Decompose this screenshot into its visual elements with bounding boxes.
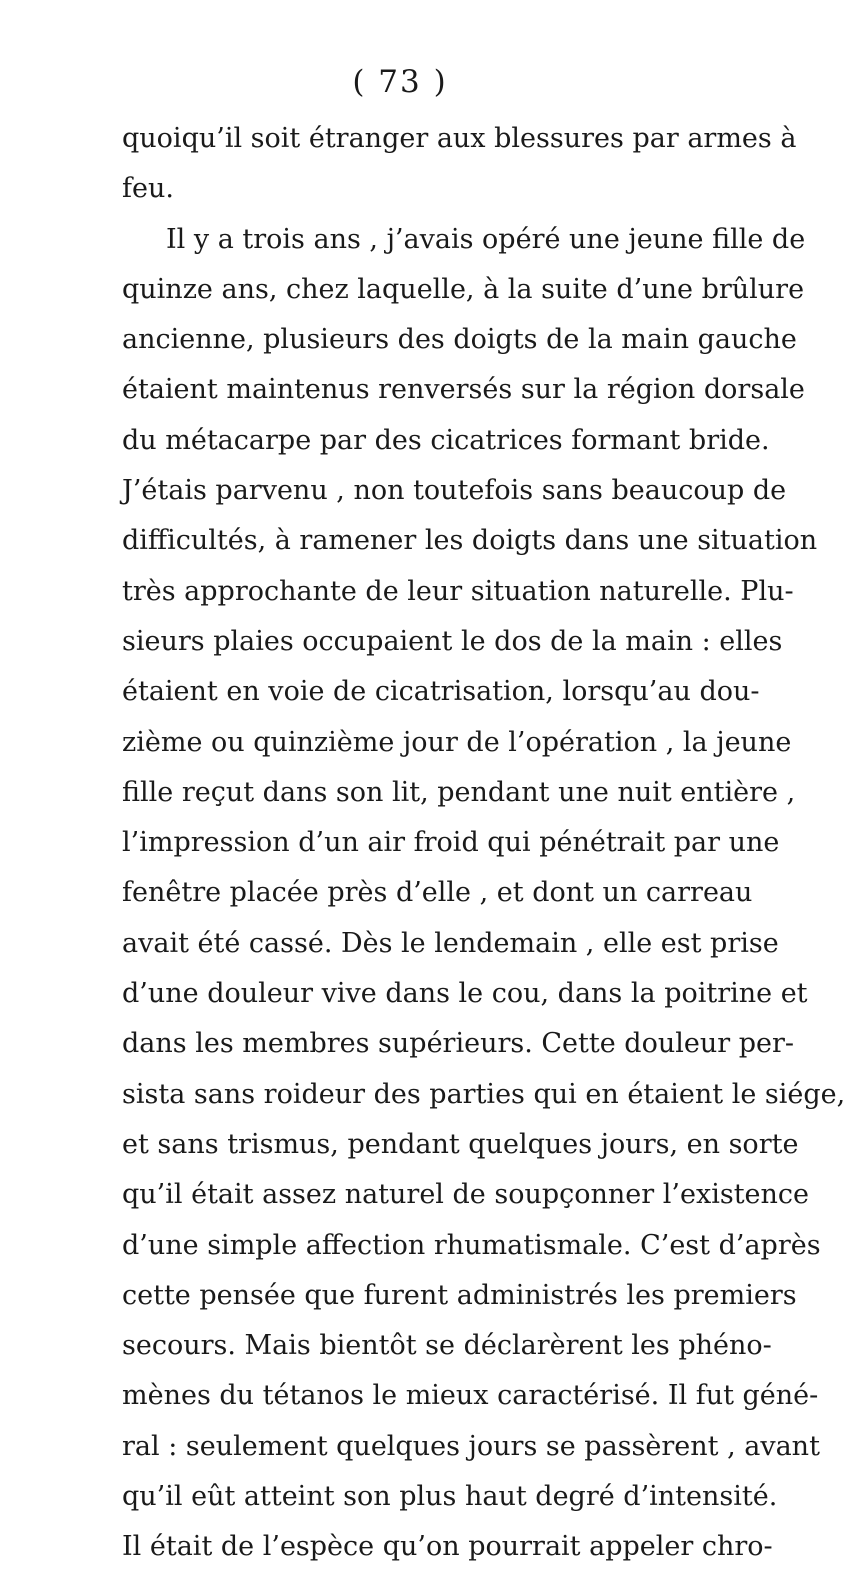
text-line-12: étaient en voie de cicatrisation, lorsqu’au dou-	[122, 676, 760, 708]
text-line-3: Il y a trois ans , j’avais opéré une jeune fille de	[166, 223, 806, 255]
text-line-23: d’une simple affection rhumatismale. C’est d’après	[122, 1229, 821, 1261]
text-line-26: mènes du tétanos le mieux caractérisé. Il fut géné-	[122, 1380, 819, 1412]
body-text	[122, 114, 845, 1573]
text-line-2: feu.	[122, 173, 174, 205]
text-line-17: avait été cassé. Dès le lendemain , elle est prise	[122, 927, 779, 959]
text-line-16: fenêtre placée près d’elle , et dont un carreau	[122, 877, 753, 909]
text-line-24: cette pensée que furent administrés les premiers	[122, 1279, 797, 1311]
text-line-14: fille reçut dans son lit, pendant une nuit entière ,	[122, 776, 796, 808]
text-line-7: du métacarpe par des cicatrices formant bride.	[122, 424, 770, 456]
text-line-28: qu’il eût atteint son plus haut degré d’intensité.	[122, 1481, 778, 1513]
text-line-21: et sans trismus, pendant quelques jours, en sorte	[122, 1128, 799, 1160]
text-line-6: étaient maintenus renversés sur la région dorsale	[122, 374, 805, 406]
text-line-19: dans les membres supérieurs. Cette douleur per-	[122, 1028, 795, 1060]
text-line-27: ral : seulement quelques jours se passèrent , avant	[122, 1430, 820, 1462]
text-line-9: difficultés, à ramener les doigts dans une situation	[122, 525, 818, 557]
text-line-10: très approchante de leur situation naturelle. Plu-	[122, 575, 794, 607]
text-line-8: J’étais parvenu , non toutefois sans beaucoup de	[122, 475, 787, 507]
text-line-4: quinze ans, chez laquelle, à la suite d’une brûlure	[122, 273, 805, 305]
text-line-22: qu’il était assez naturel de soupçonner l’existence	[122, 1179, 810, 1211]
text-line-25: secours. Mais bientôt se déclarèrent les phéno-	[122, 1330, 772, 1362]
text-line-15: l’impression d’un air froid qui pénétrait par une	[122, 827, 780, 859]
text-line-5: ancienne, plusieurs des doigts de la main gauche	[122, 324, 797, 356]
page-number: ( 73 )	[352, 64, 448, 100]
text-line-18: d’une douleur vive dans le cou, dans la poitrine et	[122, 978, 808, 1010]
text-line-29: Il était de l’espèce qu’on pourrait appeler chro-	[122, 1531, 773, 1563]
text-line-11: sieurs plaies occupaient le dos de la main : elles	[122, 625, 783, 657]
text-line-1: quoiqu’il soit étranger aux blessures par armes à	[122, 123, 797, 154]
text-line-20: sista sans roideur des parties qui en étaient le siége,	[122, 1078, 845, 1110]
text-line-13: zième ou quinzième jour de l’opération , la jeune	[122, 726, 792, 758]
